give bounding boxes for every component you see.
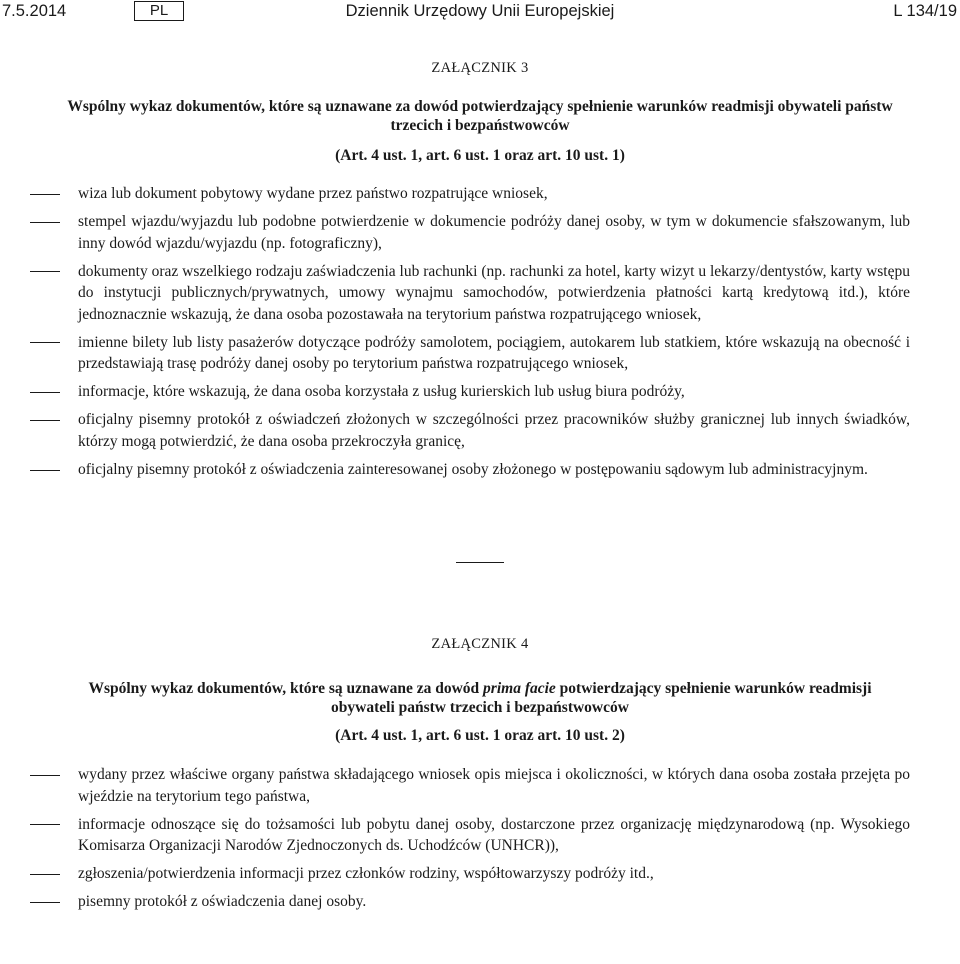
list-item [30, 381, 910, 403]
annex-3-document-list [30, 183, 910, 487]
list-item-text: oficjalny pisemny protokół z oświadczenia zainteresowanej osoby złożonego w postępowaniu sądowym lub administracyjnym. [78, 461, 868, 479]
dash-marker [30, 874, 60, 875]
dash-marker [30, 420, 60, 421]
dash-marker [30, 194, 60, 195]
annex-3-title: Wspólny wykaz dokumentów, które są uznawane za dowód potwierdzający spełnienie warunków readmisji obywateli państw trzecich i bezpaństwowców [67, 98, 893, 134]
dash-marker [30, 342, 60, 343]
dash-marker [30, 824, 60, 825]
list-item-text: wiza lub dokument pobytowy wydane przez państwo rozpatrujące wniosek, [78, 185, 548, 202]
annex-3-label: ZAŁĄCZNIK 3 [431, 60, 529, 76]
list-item-text: dokumenty oraz wszelkiego rodzaju zaświadczenia lub rachunki (np. rachunki za hotel, karty wizyt u lekarzy/dentystów, karty wstępu do instytucji publicznych/prywatnych, umowy wynajmu samochodów, potwierdzenia płatności kartą kredytową itd.), które jednoznacznie wskazują, że dana osoba pozostawała na terytorium państwa rozpatrującego wniosek, [78, 262, 910, 323]
dash-marker [30, 902, 60, 903]
annex-4-article-reference: (Art. 4 ust. 1, art. 6 ust. 1 oraz art. 10 ust. 2) [335, 727, 625, 744]
publication-date: 7.5.2014 [2, 2, 67, 20]
dash-marker [30, 222, 60, 223]
annex-4-title-italic: prima facie [483, 680, 556, 697]
list-item [30, 409, 910, 452]
list-item-text: imienne bilety lub listy pasażerów dotyczące podróży samolotem, pociągiem, autokarem lub statkiem, które wskazują na obecność i przedstawiają trasę podróży danej osoby po terytorium państwa rozpatrującego wniosek, [78, 333, 910, 373]
list-item [30, 211, 910, 254]
list-item [30, 891, 910, 913]
page-header [0, 0, 960, 22]
dash-marker [30, 271, 60, 272]
list-item [30, 261, 910, 326]
list-item [30, 183, 910, 205]
dash-marker [30, 470, 60, 471]
list-item-text: stempel wjazdu/wyjazdu lub podobne potwierdzenie w dokumencie podróży danej osoby, w tym w dokumencie sfałszowanym, lub inny dowód wjazdu/wyjazdu (np. fotograficzny), [78, 213, 910, 252]
annex-4-title [60, 679, 900, 717]
list-item [30, 863, 910, 885]
list-item-text: oficjalny pisemny protokół z oświadczeń złożonych w szczególności przez pracowników służby granicznej lub innych świadków, którzy mogą potwierdzić, że dana osoba przekroczyła granicę, [78, 411, 910, 450]
list-item [30, 814, 910, 857]
list-item-text: informacje odnoszące się do tożsamości lub pobytu danej osoby, dostarczone przez organizację międzynarodową (np. Wysokiego Komisarza Organizacji Narodów Zjednoczonych ds. Uchodźców (UNHCR)), [78, 815, 910, 855]
language-badge: PL [134, 1, 184, 21]
page-reference: L 134/19 [893, 2, 957, 20]
journal-title: Dziennik Urzędowy Unii Europejskiej [345, 2, 615, 20]
list-item [30, 764, 910, 807]
annex-4-label: ZAŁĄCZNIK 4 [431, 636, 529, 652]
annex-4-document-list [30, 764, 910, 919]
annex-3-article-reference: (Art. 4 ust. 1, art. 6 ust. 1 oraz art. 10 ust. 1) [335, 147, 625, 164]
dash-marker [30, 392, 60, 393]
list-item-text: pisemny protokół z oświadczenia danej osoby. [78, 893, 367, 911]
section-separator [456, 562, 504, 563]
list-item-text: zgłoszenia/potwierdzenia informacji przez członków rodziny, współtowarzyszy podróży itd., [78, 865, 654, 883]
list-item-text: informacje, które wskazują, że dana osoba korzystała z usług kurierskich lub usług biura podróży, [78, 383, 685, 401]
annex-4-title-start: Wspólny wykaz dokumentów, które są uznawane za dowód [88, 680, 484, 697]
list-item-text: wydany przez właściwe organy państwa składającego wniosek opis miejsca i okoliczności, w których dana osoba została przejęta po wjeździe na terytorium tego państwa, [78, 766, 910, 805]
list-item [30, 459, 910, 481]
annex-4-title-end: potwierdzający spełnienie warunków readmisji obywateli państw trzecich i bezpaństwowców [331, 680, 872, 716]
list-item [30, 332, 910, 375]
dash-marker [30, 775, 60, 776]
